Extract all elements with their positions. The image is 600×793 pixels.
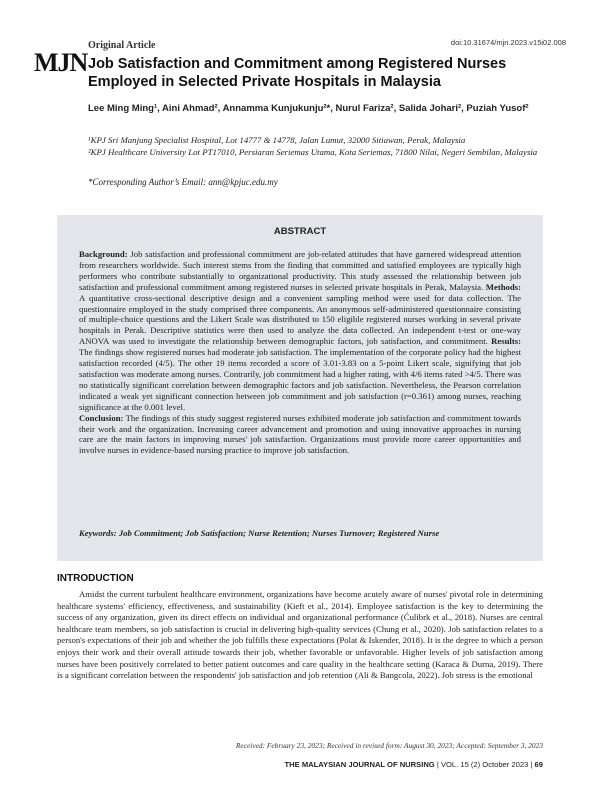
affiliation-1: ¹KPJ Sri Manjung Specialist Hospital, Lot 14777 & 14778, Jalan Lumut, 32000 Sitiawan, Perak, Malaysia bbox=[88, 135, 466, 145]
background-text: Job satisfaction and professional commitment are job-related attitudes that have garnered widespread attention from researchers worldwide. Such interest stems from the finding that committed and satisfied employees are typically high performers who contribute substantially to organizational productivity. This study assessed the relationship between job satisfaction and professional commitment among registered nurses in selected private hospitals in Perak, Malaysia. bbox=[79, 249, 521, 292]
introduction-text: Amidst the current turbulent healthcare environment, organizations have become acutely aware of nurses' pivotal role in determining healthcare systems' efficiency, effectiveness, and sustainability (Kieft et al., 2014). Employee satisfaction is the key to determining the success of any organization, given its direct effects on individual and organizational performance (Ćulibrk et al., 2018). Nurses are central healthcare team members, so job satisfaction is crucial in delivering high-quality services (Chung et al., 2020). Job satisfaction relates to a person's expectations of their job and whether the job fulfills these expectations (Polat & Iskender, 2018). It is the degree to which a person enjoys their work and their overall attitude towards their job, whether favorable or unfavorable. Higher levels of job satisfaction among nurses have been positively correlated to better patient outcomes and care quality in the healthcare setting (Karaca & Durna, 2019). There is a significant correlation between the respondents' job satisfaction and job retention (Ali & Bangcola, 2022). Job stress is the emotional bbox=[57, 589, 543, 681]
article-type: Original Article bbox=[88, 40, 156, 51]
results-text: The findings show registered nurses had moderate job satisfaction. The implementation of the corporate policy had the highest satisfaction recorded (4/5). The other 19 items recorded a score of 3.01-3.83 on a 5-point Likert scale, signifying that job satisfaction was moderate among nurses. Contrarily, job commitment had a higher rating, with 4/6 items rated >4/5. There was no statistically significant correlation between demographic factors and job satisfaction. Nevertheless, the Pearson correlation indicated a weak yet significant connection between job commitment and job satisfaction (r=0.361) among nurses, reaching significance at the 0.001 level. bbox=[79, 347, 521, 412]
footer-separator: | bbox=[530, 760, 535, 769]
journal-logo: MJN bbox=[34, 48, 88, 77]
paper-title: Job Satisfaction and Commitment among Registered Nurses Employed in Selected Private Hospitals in Malaysia bbox=[88, 56, 507, 90]
abstract-box bbox=[57, 215, 543, 561]
conclusion-label: Conclusion: bbox=[79, 412, 124, 423]
methods-label: Methods: bbox=[485, 281, 522, 292]
footer-separator: | bbox=[436, 760, 441, 769]
background-label: Background: bbox=[79, 249, 128, 259]
keywords-label: Keywords: bbox=[79, 528, 117, 538]
page-number: 69 bbox=[534, 760, 543, 769]
keywords bbox=[79, 528, 521, 539]
journal-issue: VOL. 15 (2) October 2023 bbox=[440, 760, 529, 769]
author-list: Lee Ming Ming¹, Aini Ahmad², Annamma Kunjukunju²*, Nurul Fariza², Salida Johari², Puziah Yusof² bbox=[88, 103, 529, 114]
keywords-text: Job Commitment; Job Satisfaction; Nurse Retention; Nurses Turnover; Registered Nurse bbox=[118, 528, 440, 538]
introduction-heading: INTRODUCTION bbox=[57, 573, 134, 584]
results-label: Results: bbox=[491, 336, 521, 347]
affiliation-2: ²KPJ Healthcare University Lot PT17010, Persiaran Seriemas Utama, Kota Seriemas, 71800 Nilai, Negeri Sembilan, Malaysia bbox=[88, 147, 538, 157]
conclusion-text: The findings of this study suggest registered nurses exhibited moderate job satisfaction and commitment towards their work and the organization. Increasing career advancement and promotion and using innovative approaches in nursing care are the main factors in improving nurses' job satisfaction. Organizations must provide more career opportunities and involve nurses in evidence-based nursing practice to improve job satisfaction. bbox=[79, 412, 521, 456]
doi: doi:10.31674/mjn.2023.v15i02.008 bbox=[450, 38, 566, 47]
page-footer bbox=[285, 760, 543, 769]
abstract-body bbox=[79, 249, 521, 456]
methods-text: A quantitative cross-sectional descriptive design and a convenient sampling method were used for data collection. The questionnaire employed in the study comprised three components. An anonymous self-administered questionnaire consisting of multiple-choice questions and the Likert Scale was distributed to 150 eligible registered nurses working in several private hospitals in Perak. Descriptive statistics were then used to analyze the data collected. An independent t-test or one-way ANOVA was used to investigate the relationship between demographic factors, job satisfaction, and commitment. bbox=[79, 292, 521, 347]
received-dates: Received: February 23, 2023; Received in revised form: August 30, 2023; Accepted: September 3, 2023 bbox=[235, 741, 543, 750]
abstract-heading: ABSTRACT bbox=[273, 226, 327, 237]
journal-name: THE MALAYSIAN JOURNAL OF NURSING bbox=[284, 760, 435, 769]
corresponding-author: *Corresponding Author’s Email: ann@kpjuc.edu.my bbox=[88, 177, 278, 187]
